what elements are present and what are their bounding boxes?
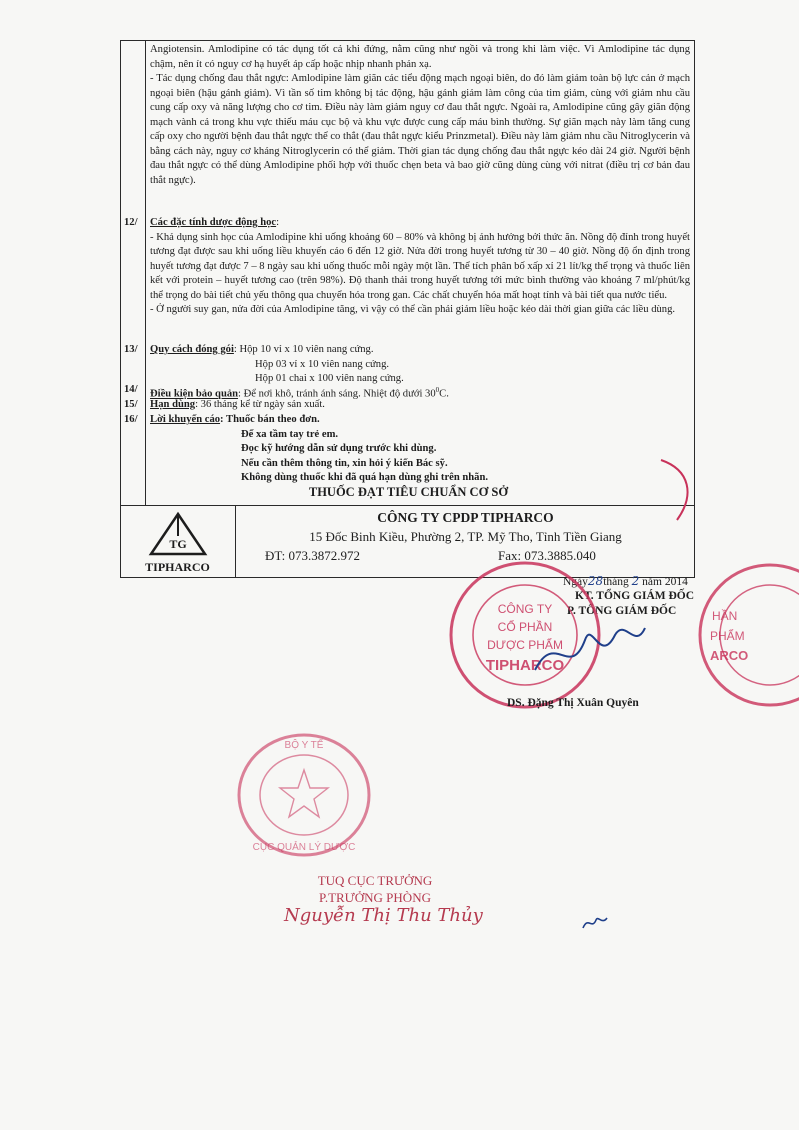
section-12-pharmacokinetics [150, 216, 690, 318]
packaging-line-1: : Hộp 10 vỉ x 10 viên nang cứng. [233, 344, 374, 355]
date-month: 2 [631, 574, 640, 588]
tipharco-logo-icon [148, 511, 208, 557]
pharmacokinetics-paragraph-1: - Khả dụng sinh học của Amlodipine khi uống khoảng 60 – 80% và không bị ảnh hưởng bởi thức ăn. Nồng độ đỉnh trong huyết tương đạt được sau khi uống liều khuyến cáo 6 đến 12 giờ. Nửa đời trong huyết tương từ 30 – 40 giờ. Nồng độ ổn định trong huyết tương đạt được 7 – 8 ngày sau khi uống thuốc mỗi ngày một lần. Thể tích phân bố xấp xỉ 21 lít/kg thể trọng và thuốc liên kết với protein – huyết tương cao (trên 98%). Độ thanh thải trong huyết tương tới mức bình thường vào khoảng 7 ml/phút/kg thể trọng do bài tiết chủ yếu thông qua chuyển hóa trong gan. Các chất chuyển hóa mất hoạt tính và bài tiết qua nước tiểu. [150, 231, 690, 301]
pharmacokinetics-paragraph-2: - Ở người suy gan, nửa đời của Amlodipine tăng, vì vậy có thể cần phải giảm liều hoặc kéo dài thời gian giữa các liều dùng. [150, 304, 676, 315]
section-12-colon: : [276, 217, 280, 228]
date-day: 28 [587, 574, 604, 588]
storage-text: : Để nơi khô, tránh ánh sáng. Nhiệt độ dưới 30 [238, 388, 436, 400]
section-13-packaging [150, 343, 690, 387]
section-13-number: 13/ [124, 344, 138, 355]
paragraph-angiotensin: Angiotensin. Amlodipine có tác dụng tốt cả khi đứng, nằm cũng như ngồi và trong khi làm việc. Vì Amlodipine tác dụng chậm, nên ít có nguy cơ hạ huyết áp cấp hoặc nhịp nhanh phản xạ. [150, 44, 690, 70]
signer-name: DS. Đặng Thị Xuân Quyên [507, 697, 639, 709]
section-15-number: 15/ [124, 399, 138, 410]
section-12-title: Các đặc tính dược động học [150, 217, 277, 228]
section-15-shelf-life [150, 398, 690, 413]
section-16-advice [150, 413, 690, 486]
section-16-title: Lời khuyến cáo [150, 414, 221, 425]
director-signature-icon [530, 610, 650, 690]
company-address: 15 Đốc Binh Kiều, Phường 2, TP. Mỹ Tho, Tỉnh Tiền Giang [309, 529, 622, 544]
date-year: năm 2014 [642, 576, 688, 588]
advice-line-2: Đọc kỹ hướng dẫn sử dụng trước khi dùng. [241, 443, 437, 454]
signature-title-1: KT. TỔNG GIÁM ĐỐC [575, 590, 695, 602]
svg-text:CỤC QUẢN LÝ DƯỢC: CỤC QUẢN LÝ DƯỢC [252, 842, 356, 853]
ministry-seal-icon [232, 728, 377, 863]
svg-text:CÔNG TY: CÔNG TY [497, 602, 553, 616]
company-fax: Fax: 073.3885.040 [498, 548, 596, 563]
logo-name: TIPHARCO [145, 560, 210, 574]
company-name: CÔNG TY CPDP TIPHARCO [377, 510, 554, 525]
svg-text:BỘ Y TẾ: BỘ Y TẾ [284, 740, 324, 751]
section-14-title: Điều kiện bảo quản [150, 388, 239, 400]
section-12-number: 12/ [124, 217, 138, 228]
shelf-life-text: : 36 tháng kể từ ngày sản xuất. [195, 399, 325, 410]
pharmacodynamics-continuation [150, 43, 690, 188]
section-13-title: Quy cách đóng gói [150, 344, 234, 355]
date-prefix: Ngày [563, 576, 588, 588]
company-logo [120, 505, 235, 578]
advice-line-4: Không dùng thuốc khi đã quá hạn dùng ghi trên nhãn. [241, 472, 489, 483]
margin-mark-icon [655, 455, 700, 525]
logo-mark: TG [169, 537, 187, 551]
signature-title-2: P. TỔNG GIÁM ĐỐC [567, 605, 677, 617]
svg-text:HẦN: HẦN [712, 609, 738, 623]
section-16-number: 16/ [124, 414, 138, 425]
partial-stamp-icon [690, 560, 799, 710]
advice-line-3: Nếu cần thêm thông tin, xin hỏi ý kiến Bác sỹ. [241, 457, 448, 469]
approval-titles [300, 872, 450, 906]
approval-signer: Nguyễn Thị Thu Thủy [284, 905, 483, 926]
company-phone: ĐT: 073.3872.972 [265, 548, 361, 563]
svg-text:CỔ PHẦN: CỔ PHẦN [497, 620, 553, 634]
packaging-line-2: Hộp 03 vỉ x 10 viên nang cứng. [255, 358, 390, 370]
svg-text:ARCO: ARCO [710, 648, 749, 663]
advice-line-1: Để xa tầm tay trẻ em. [241, 428, 339, 440]
approval-line-1: TUQ CỤC TRƯỞNG [317, 873, 433, 888]
svg-text:TIPHARCO: TIPHARCO [485, 657, 565, 674]
packaging-line-3: Hộp 01 chai x 100 viên nang cứng. [255, 373, 404, 384]
initial-mark-icon [580, 910, 610, 935]
column-divider [145, 40, 146, 505]
svg-text:DƯỢC PHẨM: DƯỢC PHẨM [487, 638, 563, 652]
storage-degree: 0 [435, 386, 440, 394]
quality-standard: THUỐC ĐẠT TIÊU CHUẨN CƠ SỞ [308, 485, 509, 499]
approval-line-2: P.TRƯỞNG PHÒNG [319, 890, 431, 905]
section-15-title: Hạn dùng [150, 399, 196, 410]
storage-unit: C. [439, 388, 449, 400]
paragraph-angina-effect: - Tác dụng chống đau thắt ngực: Amlodipine làm giãn các tiểu động mạch ngoại biên, do đó làm giảm toàn bộ lực cản ở mạch ngoại biên (hậu gánh giảm). Vì tần số tim không bị tác động, hậu gánh giảm làm công của tim giảm, cùng với giảm nhu cầu cung cấp oxy và năng lượng cho cơ tim. Điều này làm giảm nguy cơ đau thắt ngực. Ngoài ra, Amlodipine cũng gây giãn động mạch vành cả trong khu vực thiếu máu cục bộ và khu vực được cung cấp máu bình thường. Sự giãn mạch này làm tăng cung cấp oxy cho người bệnh đau thắt ngực thể co thắt (đau thắt ngực kiểu Prinzmetal). Điều này làm giảm nhu cầu Nitroglycerin và bằng cách này, nguy cơ kháng Nitroglycerin có thể giảm. Thời gian tác dụng chống đau thắt ngực kéo dài 24 giờ. Người bệnh đau thắt ngực có thể dùng Amlodipine phối hợp với thuốc chẹn beta và bao giờ cũng dùng cùng với nitrat (điều trị cơ bản đau thắt ngực). [150, 73, 690, 186]
section-14-number: 14/ [124, 384, 138, 395]
svg-text:PHẨM: PHẨM [710, 629, 745, 643]
advice-prescription: : Thuốc bán theo đơn. [220, 414, 320, 425]
date-month-word: tháng [603, 576, 629, 588]
